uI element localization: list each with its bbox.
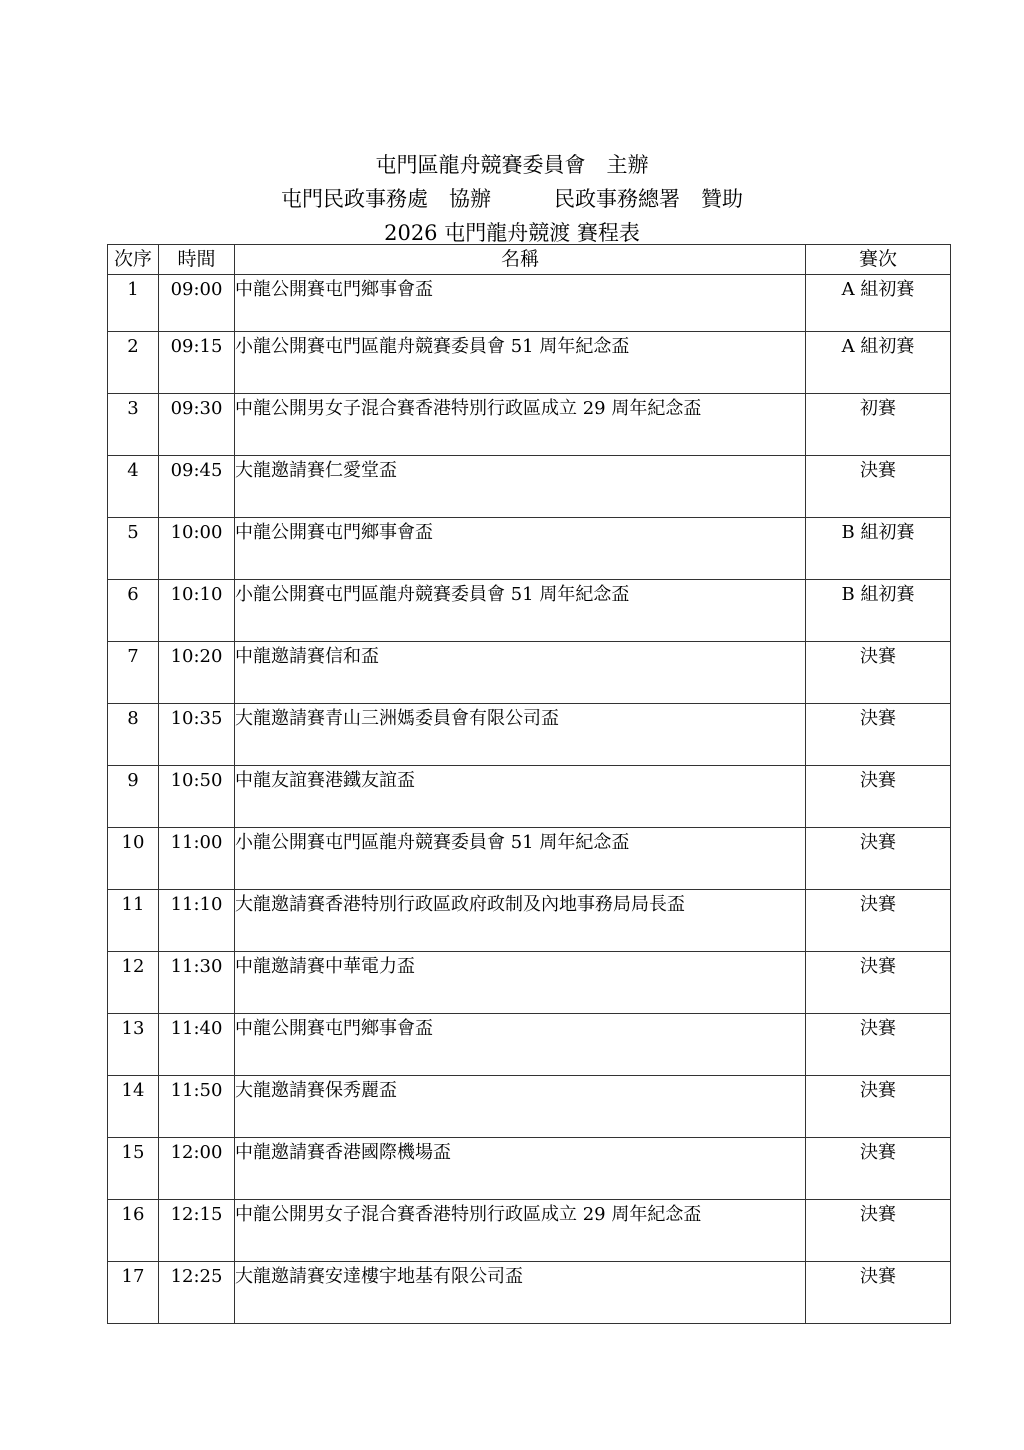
cell-round: 決賽 <box>806 1014 951 1076</box>
cell-round: 決賽 <box>806 704 951 766</box>
cell-race-name: 大龍邀請賽香港特別行政區政府政制及內地事務局局長盃 <box>235 890 806 952</box>
cell-seq: 7 <box>108 642 159 704</box>
cell-time: 10:20 <box>159 642 235 704</box>
cell-seq: 6 <box>108 580 159 642</box>
column-header-seq: 次序 <box>108 245 159 275</box>
cell-race-name: 中龍友誼賽港鐵友誼盃 <box>235 766 806 828</box>
table-row <box>108 1014 951 1076</box>
document-header <box>0 148 1024 250</box>
cell-race-name: 中龍邀請賽香港國際機場盃 <box>235 1138 806 1200</box>
cell-race-name: 小龍公開賽屯門區龍舟競賽委員會 51 周年紀念盃 <box>235 828 806 890</box>
organizer-line: 屯門區龍舟競賽委員會 主辦 <box>375 153 649 177</box>
table-row <box>108 642 951 704</box>
cell-seq: 13 <box>108 1014 159 1076</box>
race-schedule-table <box>107 244 951 1324</box>
co-organizer-sponsor-line: 屯門民政事務處 協辦 民政事務總署 贊助 <box>281 187 743 211</box>
cell-seq: 11 <box>108 890 159 952</box>
cell-round: 決賽 <box>806 1138 951 1200</box>
cell-time: 11:30 <box>159 952 235 1014</box>
cell-race-name: 中龍公開賽屯門鄉事會盃 <box>235 518 806 580</box>
table-row <box>108 275 951 332</box>
table-row <box>108 332 951 394</box>
cell-seq: 16 <box>108 1200 159 1262</box>
cell-round: 決賽 <box>806 1262 951 1324</box>
table-row <box>108 580 951 642</box>
cell-seq: 4 <box>108 456 159 518</box>
cell-round: 決賽 <box>806 1200 951 1262</box>
cell-round: B 組初賽 <box>806 518 951 580</box>
cell-round: A 組初賽 <box>806 275 951 332</box>
cell-race-name: 大龍邀請賽青山三洲媽委員會有限公司盃 <box>235 704 806 766</box>
cell-round: 決賽 <box>806 828 951 890</box>
column-header-round: 賽次 <box>806 245 951 275</box>
cell-race-name: 大龍邀請賽仁愛堂盃 <box>235 456 806 518</box>
cell-round: A 組初賽 <box>806 332 951 394</box>
cell-seq: 10 <box>108 828 159 890</box>
table-row <box>108 456 951 518</box>
cell-seq: 8 <box>108 704 159 766</box>
cell-round: 決賽 <box>806 890 951 952</box>
cell-round: 決賽 <box>806 1076 951 1138</box>
table-row <box>108 394 951 456</box>
cell-race-name: 中龍邀請賽中華電力盃 <box>235 952 806 1014</box>
cell-race-name: 中龍公開男女子混合賽香港特別行政區成立 29 周年紀念盃 <box>235 394 806 456</box>
cell-time: 10:00 <box>159 518 235 580</box>
cell-race-name: 小龍公開賽屯門區龍舟競賽委員會 51 周年紀念盃 <box>235 580 806 642</box>
cell-time: 10:35 <box>159 704 235 766</box>
table-body <box>108 275 951 1324</box>
cell-seq: 15 <box>108 1138 159 1200</box>
cell-round: B 組初賽 <box>806 580 951 642</box>
cell-round: 初賽 <box>806 394 951 456</box>
table-row <box>108 952 951 1014</box>
cell-seq: 1 <box>108 275 159 332</box>
cell-time: 12:15 <box>159 1200 235 1262</box>
cell-race-name: 中龍公開賽屯門鄉事會盃 <box>235 1014 806 1076</box>
cell-time: 10:50 <box>159 766 235 828</box>
table-row <box>108 890 951 952</box>
table-row <box>108 1076 951 1138</box>
cell-seq: 14 <box>108 1076 159 1138</box>
cell-time: 09:00 <box>159 275 235 332</box>
cell-time: 11:50 <box>159 1076 235 1138</box>
cell-round: 決賽 <box>806 456 951 518</box>
column-header-name: 名稱 <box>235 245 806 275</box>
cell-race-name: 大龍邀請賽保秀麗盃 <box>235 1076 806 1138</box>
table-row <box>108 1138 951 1200</box>
table-row <box>108 828 951 890</box>
column-header-time: 時間 <box>159 245 235 275</box>
table-row <box>108 766 951 828</box>
cell-time: 10:10 <box>159 580 235 642</box>
cell-seq: 5 <box>108 518 159 580</box>
cell-seq: 12 <box>108 952 159 1014</box>
cell-time: 11:10 <box>159 890 235 952</box>
cell-seq: 17 <box>108 1262 159 1324</box>
cell-seq: 9 <box>108 766 159 828</box>
cell-race-name: 中龍公開賽屯門鄉事會盃 <box>235 275 806 332</box>
table-row <box>108 518 951 580</box>
cell-time: 09:45 <box>159 456 235 518</box>
table-row <box>108 704 951 766</box>
table-row <box>108 1262 951 1324</box>
table-header-row <box>108 245 951 275</box>
cell-time: 12:00 <box>159 1138 235 1200</box>
cell-time: 11:00 <box>159 828 235 890</box>
cell-time: 09:30 <box>159 394 235 456</box>
cell-round: 決賽 <box>806 952 951 1014</box>
cell-race-name: 中龍邀請賽信和盃 <box>235 642 806 704</box>
cell-race-name: 中龍公開男女子混合賽香港特別行政區成立 29 周年紀念盃 <box>235 1200 806 1262</box>
cell-time: 12:25 <box>159 1262 235 1324</box>
document-title: 2026 屯門龍舟競渡 賽程表 <box>384 221 640 245</box>
cell-round: 決賽 <box>806 642 951 704</box>
cell-round: 決賽 <box>806 766 951 828</box>
cell-time: 11:40 <box>159 1014 235 1076</box>
cell-race-name: 小龍公開賽屯門區龍舟競賽委員會 51 周年紀念盃 <box>235 332 806 394</box>
cell-seq: 3 <box>108 394 159 456</box>
cell-seq: 2 <box>108 332 159 394</box>
table-row <box>108 1200 951 1262</box>
cell-time: 09:15 <box>159 332 235 394</box>
cell-race-name: 大龍邀請賽安達樓宇地基有限公司盃 <box>235 1262 806 1324</box>
